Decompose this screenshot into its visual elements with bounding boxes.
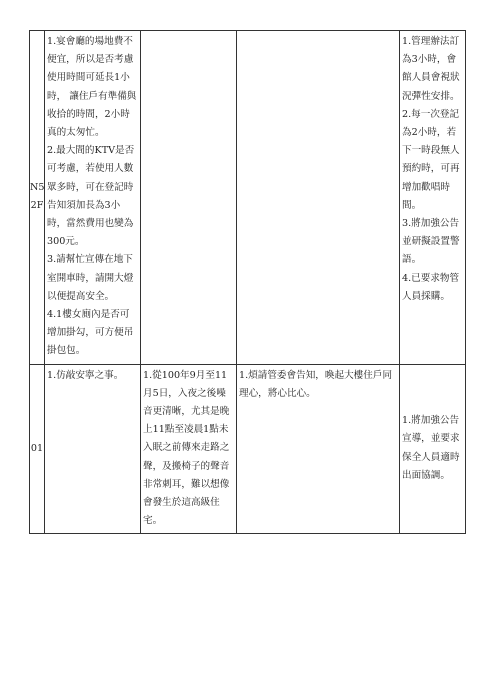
suggestion-item: 1.仿敲安寧之事。	[47, 369, 124, 381]
suggestion-item: 4.1樓女廁內是否可增加掛勾，可方便吊掛包包。	[47, 309, 134, 357]
response-item: 1.管理辦法訂為3小時，會館人員會視狀況彈性安排。	[402, 36, 460, 102]
request-item: 1.煩請管委會告知，喚起大樓住戶同理心，將心比心。	[239, 369, 393, 399]
description-item: 1.從100年9月至11月5日，入夜之後噪音更清晰，尤其是晚上11點至凌晨1點未入眠之前傳來走路之聲，及搬椅子的聲音非常刺耳，難以想像會發生於這高級住宅。	[143, 369, 230, 527]
suggestion-item: 2.最大間的KTV是否可考慮，若使用人數眾多時，可在登記時告知須加長為3小時，當然費用也變為300元。	[47, 145, 135, 248]
response-item: 1.將加強公告宣導，並要求保全人員適時出面協調。	[402, 415, 460, 481]
row-number-cell	[30, 364, 45, 534]
suggestion-item: 3.請幫忙宣傳在地下室開車時，請開大燈以便提高安全。	[47, 254, 134, 302]
suggestion-cell	[45, 31, 141, 365]
row-number-cell	[30, 31, 45, 365]
response-item: 3.將加強公告並研擬設置警語。	[402, 218, 460, 266]
row-number-line: 2F	[30, 200, 44, 212]
response-item: 4.已要求物管人員採購。	[402, 272, 460, 302]
response-item: 2.每一次登記為2小時，若下一時段無人預約時，可再增加歡唱時間。	[402, 108, 460, 211]
request-cell	[237, 364, 400, 534]
row-number-line: N5	[30, 182, 45, 194]
table-row	[30, 364, 466, 534]
meeting-table	[29, 30, 466, 534]
description-cell	[141, 31, 237, 365]
response-cell	[400, 31, 466, 365]
suggestion-item: 1.宴會廳的場地費不便宜，所以是否考慮使用時間可延長1小時， 讓住戶有準備與收拾的時間，2小時真的太匆忙。	[47, 36, 137, 139]
description-cell	[141, 364, 237, 534]
request-cell	[237, 31, 400, 365]
table-row	[30, 31, 466, 365]
row-number-line: 01	[30, 442, 44, 454]
suggestion-cell	[45, 364, 141, 534]
response-cell	[400, 364, 466, 534]
